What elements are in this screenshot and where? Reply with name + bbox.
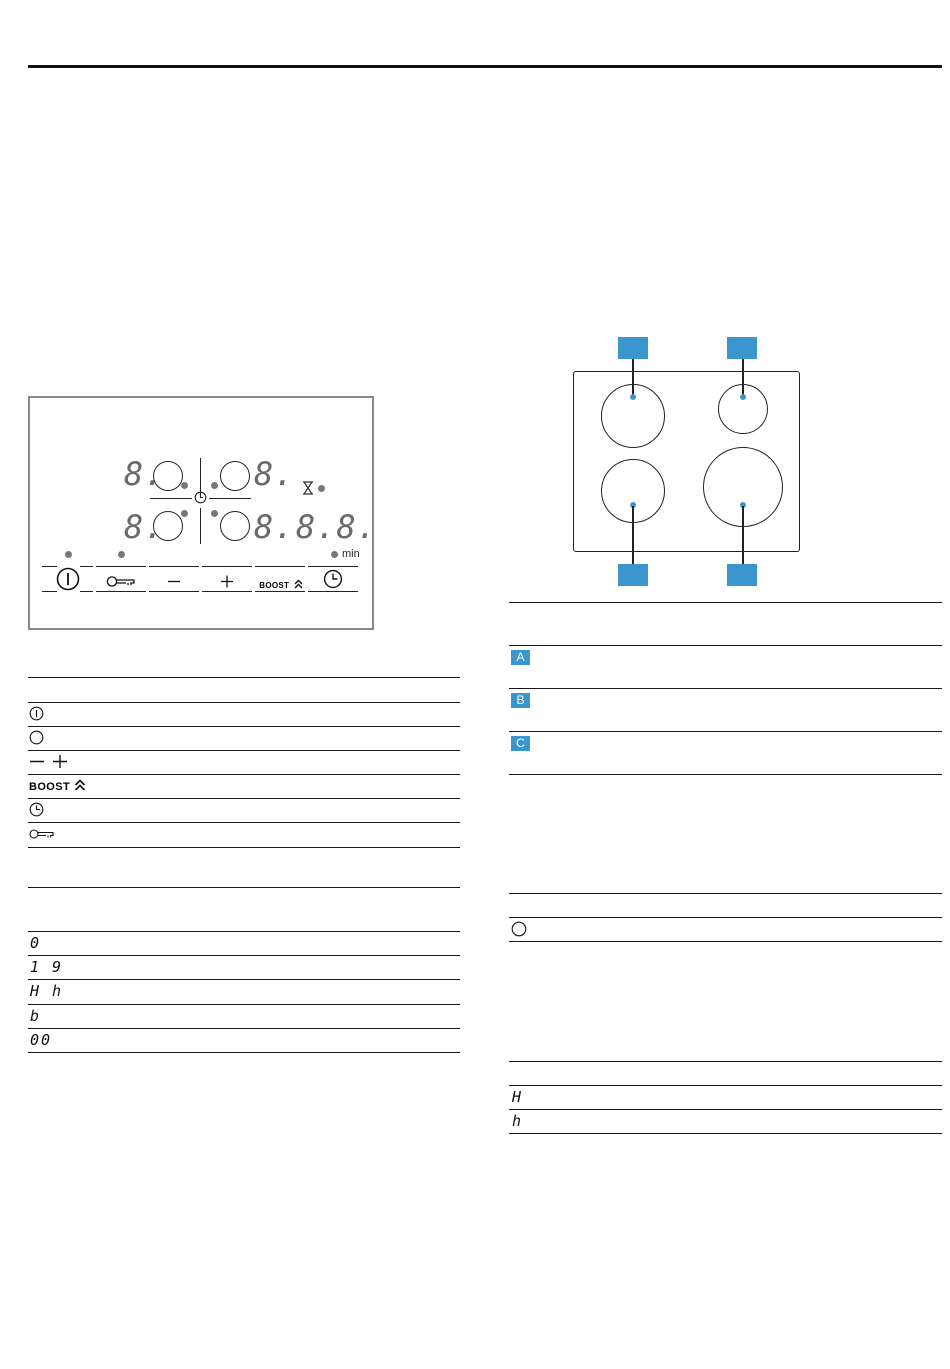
power-icon bbox=[56, 567, 80, 591]
table-rule bbox=[509, 645, 942, 646]
clock-icon bbox=[323, 569, 343, 589]
table-rule bbox=[28, 979, 460, 980]
table-rule bbox=[28, 774, 460, 775]
table-rule bbox=[28, 847, 460, 848]
separator-line bbox=[209, 498, 251, 499]
zone-display-bottom-left: 8. bbox=[124, 508, 165, 546]
callout-box bbox=[727, 337, 757, 359]
zone-ring-top-right-icon bbox=[220, 461, 250, 491]
minus-key[interactable] bbox=[149, 575, 199, 588]
table-rule bbox=[28, 887, 460, 888]
callout-line bbox=[632, 506, 634, 564]
key-line bbox=[308, 591, 358, 592]
key-line bbox=[255, 566, 305, 567]
table-rule bbox=[28, 750, 460, 751]
table-rule bbox=[28, 677, 460, 678]
separator-line bbox=[150, 498, 192, 499]
table-rule bbox=[28, 798, 460, 799]
table-rule bbox=[28, 822, 460, 823]
table-rule bbox=[28, 931, 460, 932]
key-line bbox=[149, 591, 199, 592]
table-row: 1 9 bbox=[30, 958, 64, 976]
legend-badge: C bbox=[511, 736, 530, 751]
callout-dot bbox=[740, 394, 746, 400]
key-line bbox=[255, 591, 305, 592]
key-icon bbox=[106, 575, 136, 588]
table-row: 0 bbox=[30, 934, 42, 952]
header-rule bbox=[28, 65, 942, 68]
timer-clock-icon bbox=[194, 491, 207, 509]
minus-icon bbox=[167, 575, 181, 588]
key-line bbox=[96, 566, 146, 567]
table-row: h bbox=[512, 1112, 524, 1130]
indicator-dot bbox=[118, 551, 125, 558]
boost-key[interactable] bbox=[255, 575, 307, 588]
indicator-dot bbox=[65, 551, 72, 558]
key-line bbox=[202, 591, 252, 592]
chevron-up-double-icon bbox=[294, 579, 303, 589]
callout-line bbox=[742, 506, 744, 564]
table-rule bbox=[509, 917, 942, 918]
callout-box bbox=[618, 564, 648, 586]
divider bbox=[200, 508, 201, 544]
table-rule bbox=[28, 1052, 460, 1053]
timer-display: 8.8. bbox=[296, 508, 378, 546]
table-rule bbox=[509, 688, 942, 689]
table-rule bbox=[509, 1109, 942, 1110]
table-rule bbox=[509, 1133, 942, 1134]
indicator-dot bbox=[181, 510, 188, 517]
zone-display-top-left: 8. bbox=[124, 455, 165, 493]
key-line bbox=[42, 566, 57, 567]
boost-label: BOOST bbox=[29, 781, 71, 793]
table-rule bbox=[509, 774, 942, 775]
hourglass-icon bbox=[302, 481, 314, 500]
indicator-dot bbox=[181, 482, 188, 489]
callout-line bbox=[632, 359, 634, 397]
table-row bbox=[29, 754, 69, 770]
table-rule bbox=[509, 731, 942, 732]
callout-line bbox=[742, 359, 744, 397]
table-row bbox=[511, 921, 527, 937]
key-line bbox=[80, 566, 93, 567]
table-rule bbox=[509, 1061, 942, 1062]
plus-key[interactable] bbox=[202, 575, 252, 588]
table-rule bbox=[28, 1028, 460, 1029]
legend-badge: A bbox=[511, 650, 530, 665]
clock-icon bbox=[29, 802, 44, 817]
table-rule bbox=[28, 726, 460, 727]
key-line bbox=[42, 591, 57, 592]
table-rule bbox=[509, 602, 942, 603]
indicator-dot bbox=[331, 551, 338, 558]
table-row bbox=[29, 779, 86, 795]
table-row bbox=[29, 802, 44, 818]
power-icon bbox=[29, 706, 44, 721]
zone-display-bottom-right: 8. bbox=[254, 508, 295, 546]
indicator-dot bbox=[211, 510, 218, 517]
key-line bbox=[96, 591, 146, 592]
table-row bbox=[29, 730, 44, 746]
table-rule bbox=[509, 941, 942, 942]
table-row: H bbox=[512, 1088, 524, 1106]
divider bbox=[200, 458, 201, 494]
table-row: 00 bbox=[30, 1031, 53, 1049]
min-label: min bbox=[342, 548, 360, 560]
table-rule bbox=[509, 893, 942, 894]
plus-icon bbox=[220, 575, 234, 588]
key-line bbox=[308, 566, 358, 567]
callout-box bbox=[727, 564, 757, 586]
timer-key[interactable] bbox=[308, 569, 358, 589]
table-rule bbox=[28, 1004, 460, 1005]
zone-ring-bottom-right-icon bbox=[220, 511, 250, 541]
table-rule bbox=[28, 955, 460, 956]
legend-badge: B bbox=[511, 693, 530, 708]
table-row: b bbox=[30, 1007, 42, 1025]
indicator-dot bbox=[318, 485, 325, 492]
circle-icon bbox=[29, 730, 44, 745]
key-icon bbox=[29, 828, 55, 840]
key-line bbox=[80, 591, 93, 592]
chevron-up-double-icon bbox=[74, 779, 86, 791]
key-line bbox=[149, 566, 199, 567]
power-key[interactable] bbox=[56, 567, 80, 596]
table-rule bbox=[28, 702, 460, 703]
callout-dot bbox=[630, 394, 636, 400]
callout-box bbox=[618, 337, 648, 359]
table-row bbox=[29, 827, 55, 843]
circle-icon bbox=[511, 921, 527, 937]
zone-ring-bottom-left-icon bbox=[153, 511, 183, 541]
boost-label: BOOST bbox=[259, 581, 290, 590]
indicator-dot bbox=[211, 482, 218, 489]
childlock-key[interactable] bbox=[96, 575, 146, 588]
minus-plus-icon bbox=[29, 754, 69, 769]
zone-display-top-right: 8. bbox=[254, 455, 295, 493]
table-row bbox=[29, 706, 44, 722]
key-line bbox=[202, 566, 252, 567]
zone-ring-top-left-icon bbox=[153, 461, 183, 491]
table-row: H h bbox=[30, 982, 64, 1000]
table-rule bbox=[509, 1085, 942, 1086]
